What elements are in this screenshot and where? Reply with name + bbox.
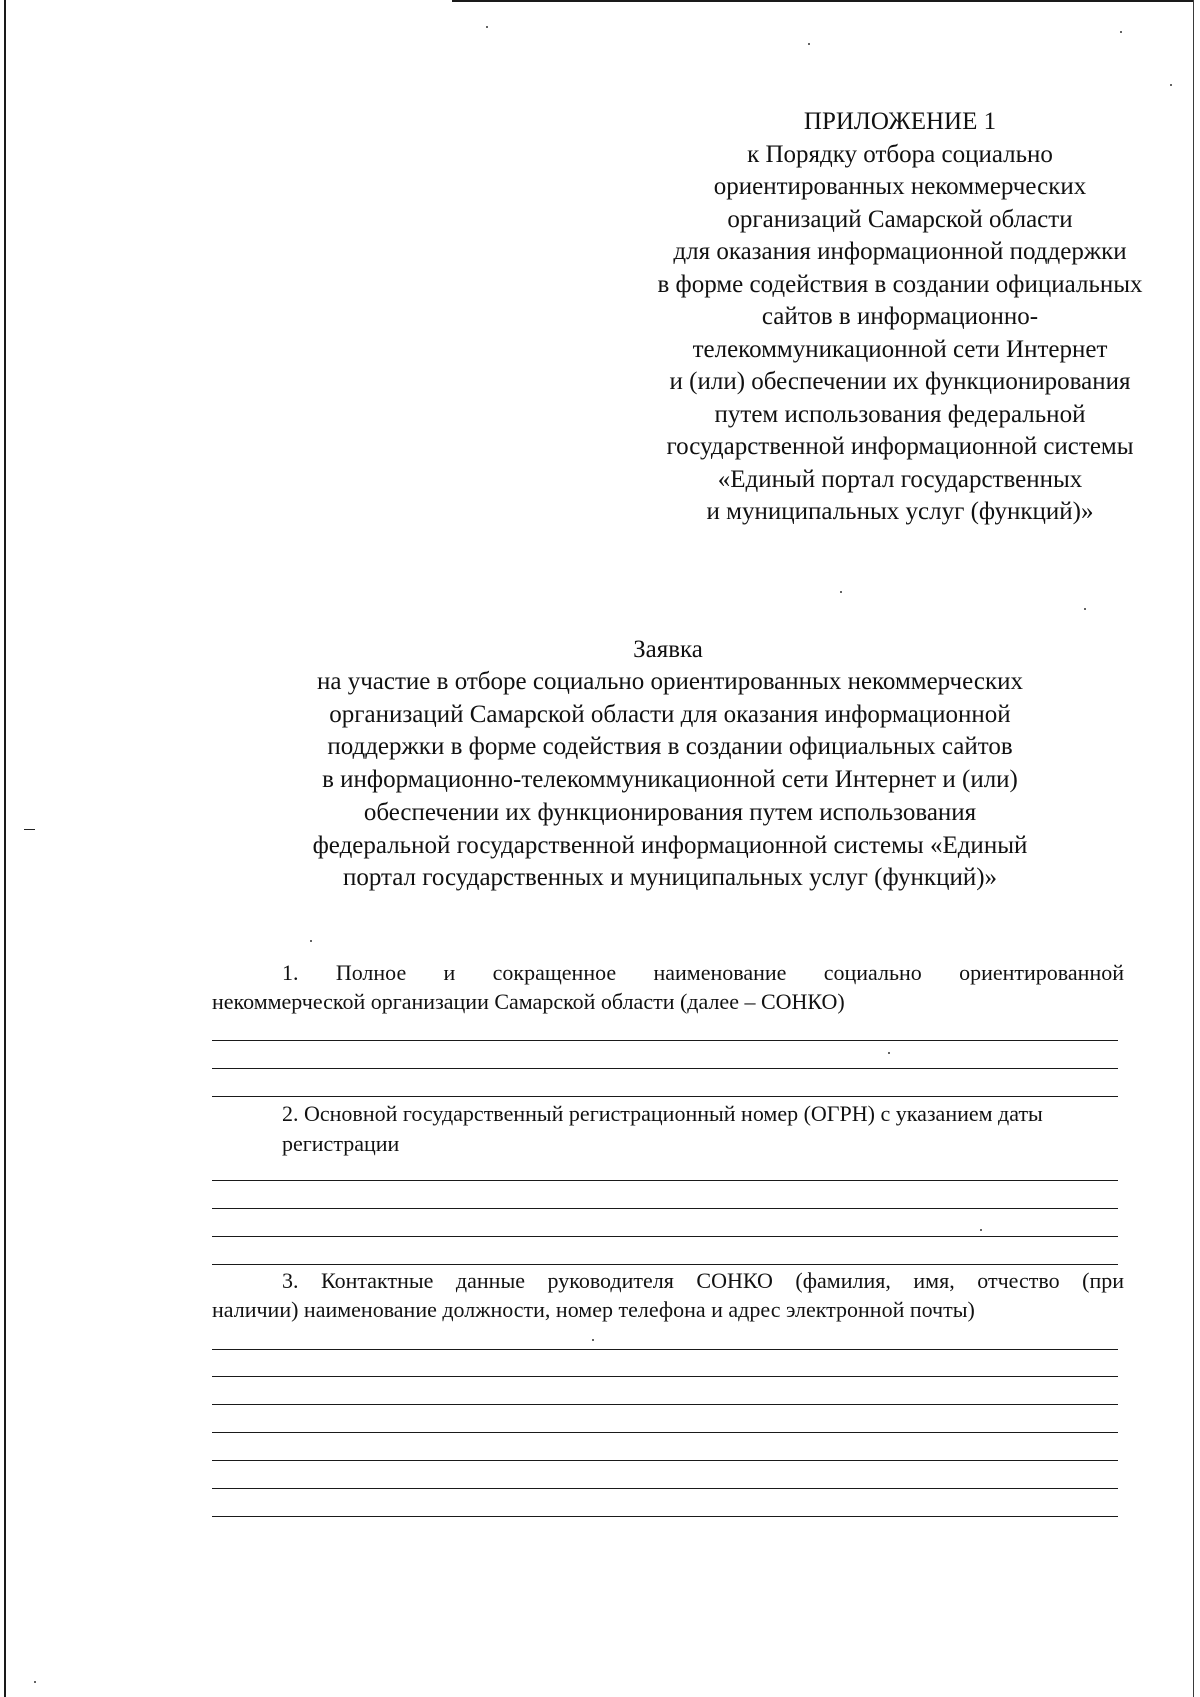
item-3-fill-line[interactable] xyxy=(212,1432,1118,1433)
margin-mark xyxy=(24,829,35,830)
appendix-line: организаций Самарской области xyxy=(727,205,1073,233)
appendix-header xyxy=(615,106,1185,529)
item-3-fill-line[interactable] xyxy=(212,1460,1118,1461)
page-top-edge xyxy=(452,0,1193,2)
appendix-line: путем использования федеральной xyxy=(714,400,1086,428)
scan-speck xyxy=(1170,84,1172,86)
scan-speck xyxy=(592,1339,594,1341)
scan-speck xyxy=(888,1052,890,1054)
item-1-label-cont: некоммерческой организации Самарской области (далее – СОНКО) xyxy=(212,989,845,1014)
appendix-line: и муниципальных услуг (функций)» xyxy=(706,498,1094,525)
appendix-title: ПРИЛОЖЕНИЕ 1 xyxy=(803,108,997,135)
item-2-fill-line[interactable] xyxy=(212,1180,1118,1181)
scan-speck xyxy=(840,591,842,593)
application-subtitle-line: в информационно-телекоммуникационной сети Интернет и (или) xyxy=(322,766,1018,794)
item-3-label-cont: наличии) наименование должности, номер телефона и адрес электронной почты) xyxy=(212,1297,975,1322)
item-3-fill-line[interactable] xyxy=(212,1404,1118,1405)
scan-speck xyxy=(486,26,488,28)
scan-speck xyxy=(1084,608,1086,610)
scan-speck xyxy=(980,1229,982,1231)
appendix-line: и (или) обеспечении их функционирования xyxy=(669,368,1131,395)
scan-speck xyxy=(808,43,810,45)
application-subtitle-line: на участие в отборе социально ориентированных некоммерческих xyxy=(317,668,1023,695)
scan-speck xyxy=(34,1681,36,1683)
scan-speck xyxy=(1120,31,1122,33)
item-2-fill-line[interactable] xyxy=(212,1264,1118,1265)
appendix-line: ориентированных некоммерческих xyxy=(713,173,1087,200)
item-2-label-cont: регистрации xyxy=(282,1131,400,1156)
item-2-fill-line[interactable] xyxy=(212,1208,1118,1209)
item-3-fill-line[interactable] xyxy=(212,1376,1118,1377)
appendix-line: для оказания информационной поддержки xyxy=(673,238,1127,265)
application-subtitle xyxy=(220,666,1120,895)
item-3-fill-line[interactable] xyxy=(212,1349,1118,1350)
appendix-line: к Порядку отбора социально xyxy=(747,140,1053,168)
item-3-fill-line[interactable] xyxy=(212,1488,1118,1489)
item-2-label: 2. Основной государственный регистрационный номер (ОГРН) с указанием даты xyxy=(282,1101,1043,1126)
appendix-line: сайтов в информационно- xyxy=(761,303,1039,330)
scan-speck xyxy=(310,940,312,942)
item-1-fill-line[interactable] xyxy=(212,1068,1118,1069)
appendix-line: телекоммуникационной сети Интернет xyxy=(692,335,1108,363)
appendix-line: государственной информационной системы xyxy=(666,433,1134,460)
application-subtitle-line: поддержки в форме содействия в создании официальных сайтов xyxy=(327,733,1013,761)
application-title: Заявка xyxy=(633,636,703,663)
page-left-edge xyxy=(4,0,6,1697)
item-3-fill-line[interactable] xyxy=(212,1516,1118,1517)
item-3-label: 3. Контактные данные руководителя СОНКО (фамилия, имя, отчество (при xyxy=(282,1268,1124,1293)
application-subtitle-line: федеральной государственной информационной системы «Единый xyxy=(312,831,1028,859)
item-2-fill-line[interactable] xyxy=(212,1236,1118,1237)
item-1-fill-line[interactable] xyxy=(212,1096,1118,1097)
application-subtitle-line: портал государственных и муниципальных услуг (функций)» xyxy=(342,864,998,892)
appendix-line: «Единый портал государственных xyxy=(717,465,1083,493)
appendix-line: в форме содействия в создании официальных xyxy=(657,270,1143,298)
application-subtitle-line: организаций Самарской области для оказания информационной xyxy=(329,700,1011,728)
application-subtitle-line: обеспечении их функционирования путем использования xyxy=(363,798,977,826)
page-right-edge xyxy=(1193,0,1194,1697)
item-1-fill-line[interactable] xyxy=(212,1040,1118,1041)
item-1-label: 1. Полное и сокращенное наименование социально ориентированной xyxy=(282,960,1124,985)
